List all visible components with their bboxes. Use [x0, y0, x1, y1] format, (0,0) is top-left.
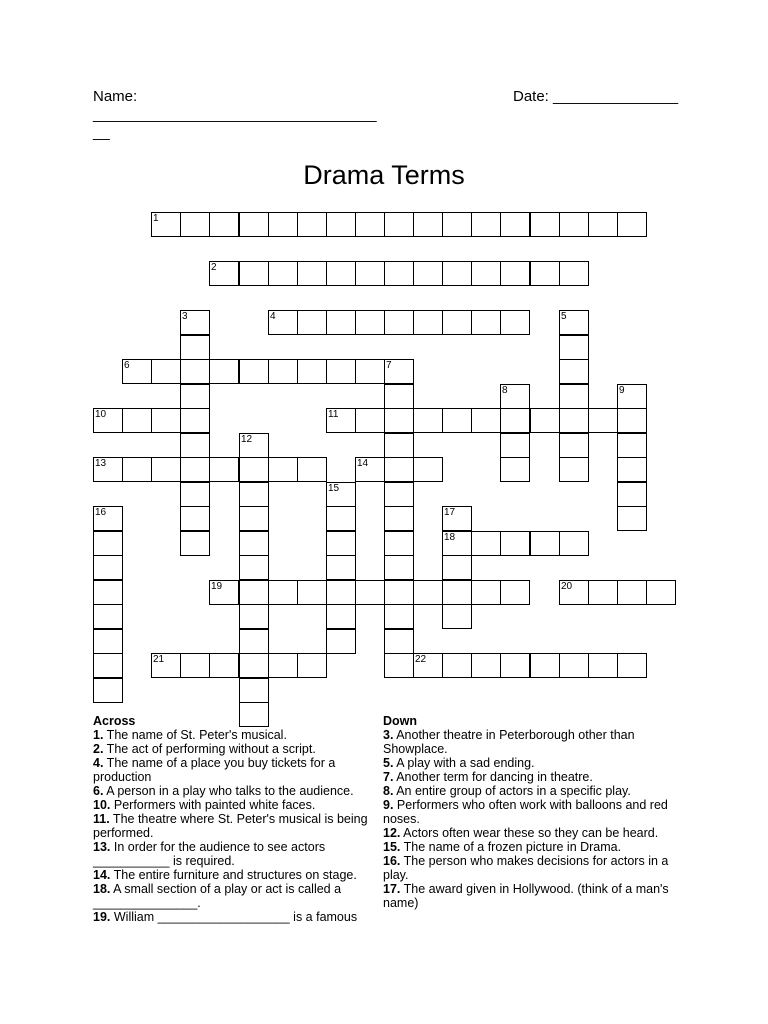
clue-number: 14. — [93, 868, 111, 882]
crossword-cell[interactable] — [471, 531, 501, 556]
crossword-cell[interactable] — [239, 261, 269, 286]
down-clue — [383, 826, 675, 840]
cell-number: 8 — [502, 385, 508, 396]
clue-text: Another theatre in Peterborough other than Showplace. — [383, 728, 635, 756]
down-clue — [383, 728, 675, 756]
clue-number: 16. — [383, 854, 401, 868]
crossword-cell[interactable] — [617, 506, 647, 531]
crossword-cell[interactable] — [297, 580, 327, 605]
clue-number: 10. — [93, 798, 111, 812]
clue-number: 3. — [383, 728, 394, 742]
crossword-cell[interactable] — [500, 580, 530, 605]
crossword-cell[interactable] — [500, 384, 530, 409]
crossword-cell[interactable] — [180, 335, 210, 360]
crossword-cell[interactable] — [180, 506, 210, 531]
crossword-cell[interactable] — [209, 212, 239, 237]
clue-number: 13. — [93, 840, 111, 854]
cell-number: 18 — [444, 532, 456, 543]
cell-number: 7 — [386, 360, 392, 371]
crossword-cell[interactable] — [646, 580, 676, 605]
crossword-cell[interactable] — [384, 580, 414, 605]
crossword-cell[interactable] — [239, 580, 269, 605]
clue-text: William ___________________ is a famous — [110, 910, 358, 924]
down-clue — [383, 840, 675, 854]
crossword-cell[interactable] — [239, 212, 269, 237]
crossword-cell[interactable] — [180, 433, 210, 458]
crossword-cell[interactable] — [326, 408, 356, 433]
clue-number: 5. — [383, 756, 394, 770]
crossword-cell[interactable] — [268, 261, 298, 286]
clue-text: Another term for dancing in theatre. — [393, 770, 593, 784]
crossword-cell[interactable] — [384, 359, 414, 384]
crossword-cell[interactable] — [413, 310, 443, 335]
crossword-cell[interactable] — [355, 580, 385, 605]
crossword-cell[interactable] — [617, 433, 647, 458]
crossword-cell[interactable] — [471, 261, 501, 286]
down-clue — [383, 756, 675, 770]
crossword-cell[interactable] — [413, 653, 443, 678]
crossword-cell[interactable] — [326, 310, 356, 335]
crossword-cell[interactable] — [180, 457, 210, 482]
clue-text: The award given in Hollywood. (think of a man's name) — [383, 882, 669, 910]
clue-text: Performers who often work with balloons and red noses. — [383, 798, 668, 826]
clue-text: A person in a play who talks to the audience. — [103, 784, 354, 798]
crossword-cell[interactable] — [471, 653, 501, 678]
across-clues — [93, 714, 375, 924]
crossword-cell[interactable] — [239, 629, 269, 654]
clue-number: 2. — [93, 742, 104, 756]
down-clues — [383, 714, 675, 910]
crossword-cell[interactable] — [93, 531, 123, 556]
crossword-cell[interactable] — [500, 310, 530, 335]
crossword-cell[interactable] — [384, 457, 414, 482]
crossword-cell[interactable] — [559, 531, 589, 556]
crossword-cell[interactable] — [500, 261, 530, 286]
crossword-cell[interactable] — [384, 261, 414, 286]
crossword-cell[interactable] — [355, 261, 385, 286]
down-clue — [383, 882, 675, 910]
crossword-cell[interactable] — [617, 212, 647, 237]
across-clue — [93, 882, 375, 910]
across-clue — [93, 798, 375, 812]
clue-number: 15. — [383, 840, 401, 854]
crossword-cell[interactable] — [559, 457, 589, 482]
crossword-cell[interactable] — [471, 408, 501, 433]
crossword-cell[interactable] — [384, 482, 414, 507]
cell-number: 16 — [95, 507, 107, 518]
name-blank-line[interactable]: __________________________________ — [93, 106, 377, 123]
crossword-cell[interactable] — [588, 653, 618, 678]
across-clue — [93, 840, 375, 868]
crossword-cell[interactable] — [326, 212, 356, 237]
crossword-cell[interactable] — [239, 531, 269, 556]
crossword-cell[interactable] — [442, 261, 472, 286]
crossword-cell[interactable] — [617, 653, 647, 678]
crossword-cell[interactable] — [268, 457, 298, 482]
down-clue-list — [383, 728, 675, 910]
date-label: Date: — [513, 88, 549, 105]
crossword-cell[interactable] — [355, 457, 385, 482]
crossword-cell[interactable] — [268, 580, 298, 605]
crossword-cell[interactable] — [268, 310, 298, 335]
across-heading: Across — [93, 714, 136, 728]
crossword-cell[interactable] — [442, 531, 472, 556]
crossword-cell[interactable] — [384, 310, 414, 335]
clue-text: A play with a sad ending. — [393, 756, 535, 770]
cell-number: 6 — [124, 360, 130, 371]
crossword-cell[interactable] — [500, 457, 530, 482]
across-clue — [93, 910, 375, 924]
across-clue — [93, 728, 375, 742]
crossword-cell[interactable] — [268, 653, 298, 678]
crossword-cell[interactable] — [413, 261, 443, 286]
clue-text: An entire group of actors in a specific play. — [393, 784, 631, 798]
across-clue-list — [93, 728, 375, 924]
cell-number: 13 — [95, 458, 107, 469]
cell-number: 20 — [561, 581, 573, 592]
crossword-cell[interactable] — [239, 506, 269, 531]
clue-number: 12. — [383, 826, 401, 840]
crossword-cell[interactable] — [239, 678, 269, 703]
crossword-cell[interactable] — [471, 310, 501, 335]
crossword-cell[interactable] — [239, 482, 269, 507]
date-blank-line[interactable]: _______________ — [553, 88, 679, 105]
crossword-cell[interactable] — [239, 433, 269, 458]
crossword-cell[interactable] — [93, 408, 123, 433]
crossword-cell[interactable] — [500, 531, 530, 556]
clue-text: In order for the audience to see actors ___________ is required. — [93, 840, 326, 868]
crossword-cell[interactable] — [384, 433, 414, 458]
crossword-cell[interactable] — [209, 261, 239, 286]
clue-number: 17. — [383, 882, 401, 896]
crossword-cell[interactable] — [180, 482, 210, 507]
crossword-cell[interactable] — [180, 408, 210, 433]
crossword-cell[interactable] — [442, 212, 472, 237]
crossword-cell[interactable] — [151, 408, 181, 433]
crossword-cell[interactable] — [151, 653, 181, 678]
crossword-cell[interactable] — [326, 555, 356, 580]
name-label: Name: — [93, 88, 138, 105]
crossword-cell[interactable] — [559, 653, 589, 678]
crossword-cell[interactable] — [355, 408, 385, 433]
crossword-cell[interactable] — [384, 531, 414, 556]
crossword-cell[interactable] — [588, 580, 618, 605]
cell-number: 22 — [415, 654, 427, 665]
crossword-cell[interactable] — [93, 604, 123, 629]
crossword-cell[interactable] — [617, 580, 647, 605]
crossword-cell[interactable] — [530, 212, 560, 237]
clue-text: A small section of a play or act is called a _______________. — [93, 882, 342, 910]
across-clue — [93, 868, 375, 882]
crossword-cell[interactable] — [122, 359, 152, 384]
crossword-cell[interactable] — [326, 506, 356, 531]
crossword-cell[interactable] — [442, 555, 472, 580]
crossword-cell[interactable] — [559, 261, 589, 286]
crossword-cell[interactable] — [297, 359, 327, 384]
cell-number: 19 — [211, 581, 223, 592]
crossword-cell[interactable] — [559, 335, 589, 360]
crossword-cell[interactable] — [209, 653, 239, 678]
cell-number: 21 — [153, 654, 165, 665]
crossword-cell[interactable] — [180, 212, 210, 237]
cell-number: 12 — [241, 434, 253, 445]
crossword-cell[interactable] — [559, 408, 589, 433]
cell-number: 11 — [328, 409, 339, 420]
down-clue — [383, 798, 675, 826]
clue-text: The theatre where St. Peter's musical is being performed. — [93, 812, 368, 840]
crossword-cell[interactable] — [500, 408, 530, 433]
clue-number: 19. — [93, 910, 111, 924]
cell-number: 1 — [153, 213, 159, 224]
crossword-cell[interactable] — [180, 310, 210, 335]
cell-number: 9 — [619, 385, 625, 396]
cell-number: 15 — [328, 483, 340, 494]
crossword-cell[interactable] — [530, 408, 560, 433]
crossword-cell[interactable] — [384, 212, 414, 237]
crossword-cell[interactable] — [93, 653, 123, 678]
crossword-cell[interactable] — [326, 359, 356, 384]
crossword-cell[interactable] — [559, 384, 589, 409]
crossword-cell[interactable] — [384, 629, 414, 654]
crossword-cell[interactable] — [559, 212, 589, 237]
down-clue — [383, 784, 675, 798]
crossword-cell[interactable] — [559, 433, 589, 458]
crossword-cell[interactable] — [122, 457, 152, 482]
down-clue — [383, 770, 675, 784]
crossword-cell[interactable] — [384, 384, 414, 409]
crossword-cell[interactable] — [326, 629, 356, 654]
crossword-cell[interactable] — [442, 408, 472, 433]
crossword-cell[interactable] — [500, 653, 530, 678]
crossword-cell[interactable] — [239, 457, 269, 482]
crossword-cell[interactable] — [500, 433, 530, 458]
cell-number: 5 — [561, 311, 567, 322]
crossword-cell[interactable] — [180, 653, 210, 678]
crossword-cell[interactable] — [384, 506, 414, 531]
crossword-cell[interactable] — [239, 555, 269, 580]
crossword-cell[interactable] — [326, 261, 356, 286]
clue-text: The name of a frozen picture in Drama. — [400, 840, 622, 854]
crossword-cell[interactable] — [530, 531, 560, 556]
crossword-cell[interactable] — [151, 359, 181, 384]
clue-text: The entire furniture and structures on stage. — [110, 868, 357, 882]
crossword-cell[interactable] — [239, 604, 269, 629]
down-clue — [383, 854, 675, 882]
crossword-cell[interactable] — [413, 408, 443, 433]
clue-number: 4. — [93, 756, 104, 770]
crossword-cell[interactable] — [530, 261, 560, 286]
cell-number: 14 — [357, 458, 369, 469]
crossword-cell[interactable] — [413, 457, 443, 482]
crossword-cell[interactable] — [442, 604, 472, 629]
crossword-cell[interactable] — [297, 457, 327, 482]
crossword-cell[interactable] — [559, 580, 589, 605]
crossword-cell[interactable] — [617, 482, 647, 507]
crossword-cell[interactable] — [384, 555, 414, 580]
crossword-cell[interactable] — [151, 457, 181, 482]
crossword-cell[interactable] — [93, 555, 123, 580]
crossword-cell[interactable] — [93, 506, 123, 531]
crossword-cell[interactable] — [93, 457, 123, 482]
crossword-cell[interactable] — [471, 212, 501, 237]
crossword-cell[interactable] — [209, 457, 239, 482]
down-heading: Down — [383, 714, 418, 728]
crossword-cell[interactable] — [239, 653, 269, 678]
clue-number: 8. — [383, 784, 394, 798]
crossword-cell[interactable] — [559, 359, 589, 384]
crossword-cell[interactable] — [588, 212, 618, 237]
crossword-cell[interactable] — [617, 384, 647, 409]
clue-number: 11. — [93, 812, 110, 826]
crossword-cell[interactable] — [500, 212, 530, 237]
crossword-cell[interactable] — [180, 531, 210, 556]
clue-number: 9. — [383, 798, 394, 812]
crossword-cell[interactable] — [268, 212, 298, 237]
crossword-cell[interactable] — [471, 580, 501, 605]
crossword-cell[interactable] — [530, 653, 560, 678]
crossword-cell[interactable] — [442, 653, 472, 678]
cell-number: 4 — [270, 311, 276, 322]
crossword-cell[interactable] — [297, 261, 327, 286]
crossword-cell[interactable] — [122, 408, 152, 433]
clue-text: The name of St. Peter's musical. — [103, 728, 287, 742]
cell-number: 17 — [444, 507, 456, 518]
crossword-cell[interactable] — [355, 359, 385, 384]
crossword-cell[interactable] — [209, 359, 239, 384]
clue-text: The act of performing without a script. — [103, 742, 316, 756]
crossword-cell[interactable] — [326, 482, 356, 507]
crossword-cell[interactable] — [617, 408, 647, 433]
crossword-cell[interactable] — [442, 506, 472, 531]
crossword-cell[interactable] — [559, 310, 589, 335]
crossword-cell[interactable] — [209, 580, 239, 605]
crossword-cell[interactable] — [297, 653, 327, 678]
across-clue — [93, 784, 375, 798]
crossword-cell[interactable] — [617, 457, 647, 482]
crossword-cell[interactable] — [297, 310, 327, 335]
crossword-cell[interactable] — [384, 604, 414, 629]
clue-number: 6. — [93, 784, 104, 798]
cell-number: 2 — [211, 262, 217, 273]
crossword-cell[interactable] — [326, 580, 356, 605]
crossword-cell[interactable] — [413, 212, 443, 237]
crossword-cell[interactable] — [413, 580, 443, 605]
crossword-cell[interactable] — [384, 653, 414, 678]
crossword-cell[interactable] — [180, 384, 210, 409]
cell-number: 3 — [182, 311, 188, 322]
crossword-cell[interactable] — [93, 629, 123, 654]
crossword-cell[interactable] — [268, 359, 298, 384]
crossword-cell[interactable] — [93, 580, 123, 605]
crossword-cell[interactable] — [384, 408, 414, 433]
crossword-cell[interactable] — [442, 580, 472, 605]
across-clue — [93, 812, 375, 840]
crossword-cell[interactable] — [588, 408, 618, 433]
crossword-cell[interactable] — [326, 604, 356, 629]
clue-text: The person who makes decisions for actors in a play. — [383, 854, 669, 882]
across-clue — [93, 756, 375, 784]
crossword-cell[interactable] — [180, 359, 210, 384]
crossword-cell[interactable] — [151, 212, 181, 237]
clue-text: Actors often wear these so they can be heard. — [400, 826, 659, 840]
clue-number: 7. — [383, 770, 394, 784]
crossword-cell[interactable] — [297, 212, 327, 237]
across-clue — [93, 742, 375, 756]
cell-number: 10 — [95, 409, 107, 420]
crossword-cell[interactable] — [442, 310, 472, 335]
crossword-cell[interactable] — [239, 359, 269, 384]
crossword-cell[interactable] — [355, 310, 385, 335]
clue-number: 1. — [93, 728, 104, 742]
clue-text: Performers with painted white faces. — [110, 798, 316, 812]
crossword-cell[interactable] — [326, 531, 356, 556]
crossword-cell[interactable] — [355, 212, 385, 237]
clue-text: The name of a place you buy tickets for a production — [93, 756, 336, 784]
clue-number: 18. — [93, 882, 111, 896]
crossword-cell[interactable] — [93, 678, 123, 703]
name-blank-line-continued[interactable]: __ — [93, 124, 110, 141]
page-title: Drama Terms — [303, 160, 465, 190]
